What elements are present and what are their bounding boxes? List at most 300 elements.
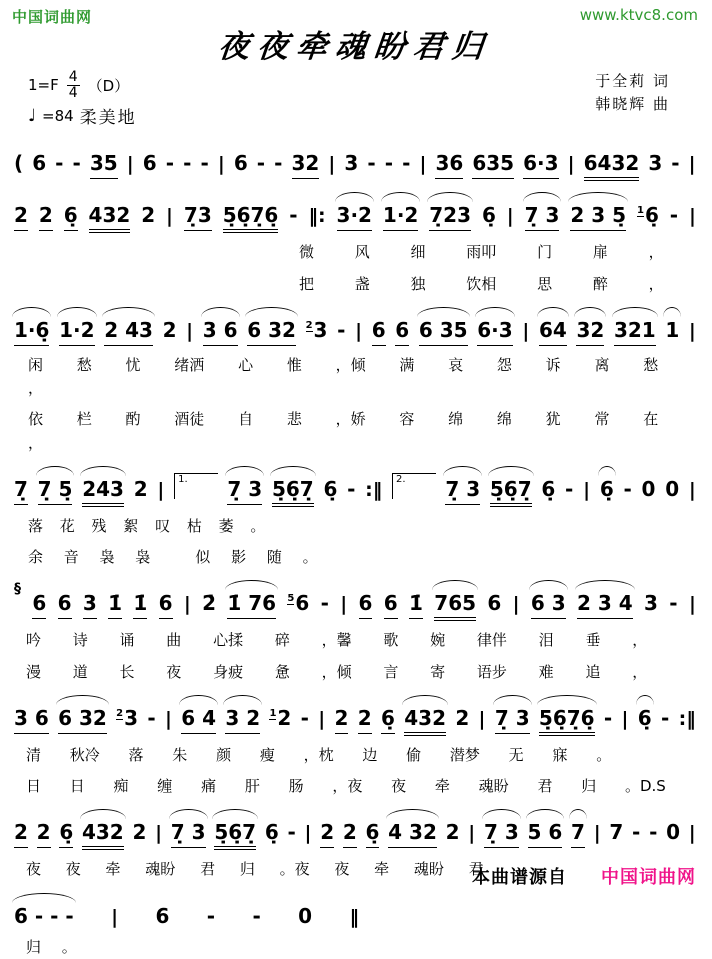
note-group [289,203,297,227]
note-group [321,591,329,615]
mode-label: （D） [87,76,130,95]
note-digits: - [183,151,192,176]
note-digits: 635 [472,151,514,179]
quarter-note-icon: ♩ [28,105,37,126]
note-group [227,591,276,619]
note-group [525,203,560,231]
note-digits: - [603,705,613,730]
note-group [609,820,623,844]
note-group [539,706,595,736]
lyric-line: 依 栏 酌 酒徒 自 悲 ，娇 容 绵 绵 犹 常 在 ， [28,410,692,452]
note-digits: 6̣ [264,820,279,845]
note-group [90,151,118,179]
note-digits: 36 [435,151,463,179]
note-group [287,591,309,615]
note-group [214,820,256,850]
note-group [227,477,262,505]
note-group [419,318,468,346]
note-digits: 1̇ 76 [227,591,276,619]
lyric-line: 归 。 [26,937,77,956]
composer-credit: 韩晓辉 曲 [595,94,670,113]
note-digits: 2 [358,706,372,734]
note-group [298,904,312,928]
note-digits: 6̣ [599,476,614,501]
note-group [434,591,476,621]
note-group [89,203,131,233]
note-digits: - [671,151,680,176]
note-group [637,203,659,227]
note-digits: 7̣ 3 [484,820,519,848]
barline: | [478,707,486,730]
note-digits: 5̣6̣7̣ [272,477,314,507]
barline: | [512,593,520,616]
note-group [644,591,658,615]
barline: | [689,205,696,228]
time-numerator: 4 [68,69,78,85]
note-group [82,820,124,850]
page-footer [0,863,696,889]
note-digits: 6 [32,151,47,176]
note-group [665,477,679,501]
note-digits: 2 [39,203,53,231]
barline: | [355,319,363,342]
note-group [14,904,74,928]
barline: | [126,153,134,176]
note-group [14,820,28,848]
note-digits: 6 [58,591,72,619]
note-group [670,203,678,227]
lyric-line: 夜 夜 牵 魂盼 君 归 。夜 夜 牵 魂盼 君 [26,860,484,879]
note-group [14,706,49,734]
note-group [14,203,28,231]
note-group [402,151,410,175]
note-digits: 1 [665,317,680,342]
note-group [147,706,155,730]
grace-note: 5 [287,593,295,605]
note-group [143,151,157,175]
note-digits: 432 [404,706,446,736]
meta-row [0,66,710,128]
note-group [642,477,656,501]
note-group [55,151,63,175]
notation-line [14,578,696,621]
notation-line [14,693,696,736]
note-digits: 0 [666,820,681,845]
note-group [32,151,46,175]
note-group [247,318,296,346]
note-digits: - [367,151,376,176]
note-digits: 5̣6̣7̣6̣ [539,706,595,736]
note-digits: 6 [395,318,409,346]
note-digits: - [661,705,670,730]
note-group [306,318,328,342]
note-digits: 32 [292,151,320,179]
key-tempo-block [28,70,137,128]
note-group [429,203,471,231]
note-group [132,820,146,844]
note-digits: - [320,591,329,616]
barline: | [164,707,172,730]
note-digits: 2 [277,705,292,730]
note-digits: 7̣ 3 [171,820,206,848]
lyric-line: 把 盏 独 饮相 思 醉 ， [299,274,664,293]
note-digits: 6 [142,151,157,176]
note-group [576,318,604,346]
note-group [600,477,614,501]
barline: | [688,822,696,845]
note-digits: - [337,317,346,342]
expression-marking: 柔美地 [79,108,137,129]
note-group [388,820,437,848]
note-digits: 7̣ 3 [495,706,530,734]
note-group [159,591,173,619]
note-group [381,706,395,734]
note-digits: 6̣ [64,203,78,231]
note-digits: 765 [434,591,476,621]
song-title: 夜夜牵魂盼君归 [216,29,494,65]
barline: | [468,822,476,845]
notation-line [14,138,696,181]
note-digits: 7̣23 [429,203,471,231]
note-group [14,151,23,175]
note-group [669,591,677,615]
note-digits: 6̣ [637,705,652,730]
note-group [141,203,155,227]
note-group [207,904,215,928]
notation-line [14,464,696,507]
note-digits: 2 3 5̣ [570,203,626,231]
note-group [395,318,409,346]
segno-icon: § [14,581,21,598]
note-digits: 2 43 [104,318,153,346]
barline: | [506,205,514,228]
note-group [487,591,501,615]
note-group [359,591,373,619]
note-group [358,706,372,734]
note-group [200,151,208,175]
notation-line [14,190,696,233]
note-group [347,477,355,501]
note-digits: - [200,151,209,176]
note-group [648,151,662,175]
barline: | [166,205,173,228]
note-digits: 5̣6̣7̣ [214,820,256,850]
note-digits: - [252,903,261,928]
barline: | [419,153,427,176]
note-group [133,591,147,619]
note-group [14,477,28,505]
barline: | [583,478,591,501]
note-digits: 6·3 [477,318,512,346]
lyric-line: 漫 道 长 夜 身疲 惫 ，倾 言 寄 语步 难 追 ， [26,662,648,681]
note-digits: 3 [124,705,139,730]
note-group [225,706,260,734]
note-group [446,820,460,844]
note-digits: 2 [37,820,51,848]
note-digits: 64 [539,318,567,346]
note-group [335,706,349,734]
note-group [528,820,563,848]
note-digits: - [55,151,64,176]
note-digits: 0 [665,476,680,501]
note-group [482,203,496,227]
volta-bracket: 2. [392,473,436,499]
note-group [320,820,334,848]
grace-note: 1 [269,707,277,719]
note-group [58,706,107,734]
note-group [108,591,122,619]
barline: | [304,822,312,845]
note-digits: 5 6 [528,820,563,848]
music-system [14,578,696,684]
note-digits: 5̣6̣7̣6̣ [223,203,279,233]
note-digits: - [669,203,679,228]
note-digits: 0 [298,903,313,928]
note-group [649,820,657,844]
barline: | [217,153,225,176]
note-group [39,203,53,231]
note-digits: 6 [487,591,502,616]
note-digits: - [347,476,356,501]
key-signature [28,70,137,100]
tempo-line [28,103,137,128]
note-digits: 6 [155,903,170,928]
note-digits: 6̣ [381,706,395,734]
note-group [409,591,423,619]
note-digits: 2 3 4 [577,591,633,619]
note-digits: 7 [609,820,624,845]
note-digits: 2 [14,203,28,231]
music-system [14,190,696,296]
grace-note: 1 [636,205,644,217]
note-digits: 6 3 [531,591,566,619]
repeat-end-barline: :‖ [365,478,383,501]
note-digits: 7̣ 5̣ [38,477,73,505]
note-group [323,477,337,501]
note-group [32,591,46,619]
note-group [435,151,463,179]
time-signature [67,70,80,100]
note-group [287,820,295,844]
note-digits: 7̣ 3 [525,203,560,231]
notation-line [14,891,359,928]
site-url: www.ktvc8.com [579,6,698,24]
note-digits: 3 [648,151,663,176]
note-group [638,706,652,730]
lyric-line: 落 花 残 絮 叹 枯 萎 。 [28,516,266,535]
note-group [404,706,446,736]
note-digits: 6 35 [419,318,468,346]
note-digits: - [623,476,632,501]
note-group [234,151,248,175]
footer-site-name: 中国词曲网 [601,867,696,888]
note-group [490,477,532,507]
note-digits: 2 [14,820,28,848]
music-system [14,464,696,570]
note-digits: 1̇ [108,591,122,619]
note-group [203,318,238,346]
note-group [272,477,314,507]
notation-line [14,807,696,850]
barline: | [340,593,348,616]
barline: | [155,822,163,845]
note-digits: 7̣3 [184,203,212,231]
music-system [14,693,696,799]
note-group [671,151,679,175]
note-digits: 7̣ [14,477,28,505]
note-digits: 2 [162,317,177,342]
grace-note: 2 [116,707,124,719]
note-digits: ( [14,151,24,176]
note-group [171,820,206,848]
lyric-line: 吟 诗 诵 曲 心揉 碎 ，馨 歌 婉 律伴 泪 垂 ， [26,631,648,650]
note-digits: 6̣ [59,820,73,848]
note-digits: 1·2 [383,203,418,231]
note-group [184,203,212,231]
note-digits: - [402,151,411,176]
note-digits: 6̣ [366,820,380,848]
note-digits: 432 [89,203,131,233]
note-digits: 3 [644,591,658,616]
note-group [495,706,530,734]
note-digits: 2 [141,203,156,228]
note-digits: - [649,820,658,845]
note-group [632,820,640,844]
note-digits: - [669,591,678,616]
note-group [82,477,124,507]
note-group [155,904,169,928]
music-system [14,891,696,959]
barline: | [157,478,165,501]
note-digits: 3 2 [225,706,260,734]
barline: | [522,319,530,342]
note-group [385,151,393,175]
barline: | [186,319,194,342]
note-group [604,706,612,730]
note-digits: 6 [233,151,248,176]
note-digits: 6 32 [247,318,296,346]
note-group [59,820,73,848]
note-group [202,591,216,615]
barline: | [593,822,601,845]
note-group [531,591,566,619]
note-group [134,477,148,501]
note-group [59,318,94,346]
note-digits: 432 [82,820,124,850]
note-digits: 3 6 [14,706,49,734]
note-digits: - [206,903,216,928]
note-group [301,706,309,730]
note-group [257,151,265,175]
repeat-start-barline: ‖: [308,205,326,228]
note-group [367,151,375,175]
note-group [337,203,372,231]
note-digits: 3 [313,317,328,342]
note-group [623,477,631,501]
note-digits: - [256,151,266,176]
barline: | [688,478,696,501]
barline: | [328,153,336,176]
note-digits: - [289,203,298,228]
footer-source-text: 本曲谱源自 [472,867,567,888]
barline: | [688,319,696,342]
note-digits: 32 [576,318,604,346]
note-group [116,706,138,730]
note-digits: 6 32 [58,706,107,734]
note-group [38,477,73,505]
credits-block [595,70,670,115]
grace-note: 2 [305,319,313,331]
note-digits: 3 [83,591,97,619]
note-digits: 6̣ [541,476,556,501]
note-digits: 6 [32,591,46,619]
barline: | [621,707,629,730]
note-group [37,820,51,848]
barline: | [688,153,696,176]
barline: | [111,905,119,928]
repeat-end-barline: :‖ [678,707,696,730]
note-group [571,820,585,848]
note-digits: 6 [159,591,173,619]
note-group [666,820,680,844]
note-digits: 2 [133,476,148,501]
note-digits: 6 4 [181,706,216,734]
note-group [252,904,260,928]
note-digits: 6 [384,591,398,619]
note-group [343,820,357,848]
lyric-line: 微 风 细 雨叩 门 扉 ， [299,243,664,262]
note-digits: 2 [455,705,470,730]
note-digits: 321 [614,318,656,346]
notation-line [14,305,696,346]
note-digits: 6 - - - [14,903,74,928]
barline: | [688,593,696,616]
note-digits: 7̣ 3 [227,477,262,505]
music-system [14,305,696,455]
note-group [484,820,519,848]
note-digits: 6 [372,318,386,346]
note-digits: 2̇ [202,591,217,616]
note-group [183,151,191,175]
tempo-value: =84 [42,106,74,125]
music-area [0,128,710,959]
note-digits: - [72,151,81,176]
note-digits: 1·2 [59,318,94,346]
note-group [265,820,279,844]
note-digits: 2 [445,820,460,845]
note-group [455,706,469,730]
note-group [570,203,626,231]
final-barline: ‖ [349,905,359,928]
note-digits: 0 [641,476,656,501]
note-digits: - [632,820,641,845]
note-digits: - [565,476,574,501]
note-digits: 6 [295,591,310,616]
note-digits: - [147,705,156,730]
barline: | [183,593,191,616]
note-digits: 4 32 [388,820,437,848]
volta-bracket: 1. [174,473,218,499]
note-group [565,477,573,501]
note-group [584,151,640,181]
note-digits: 7̣ 3 [445,477,480,505]
note-digits: 7 [571,820,585,848]
key-label: 1=F [28,76,59,95]
note-digits: 6̣ [323,476,338,501]
note-digits: 35 [90,151,118,179]
note-group [366,820,380,848]
note-group [383,203,418,231]
